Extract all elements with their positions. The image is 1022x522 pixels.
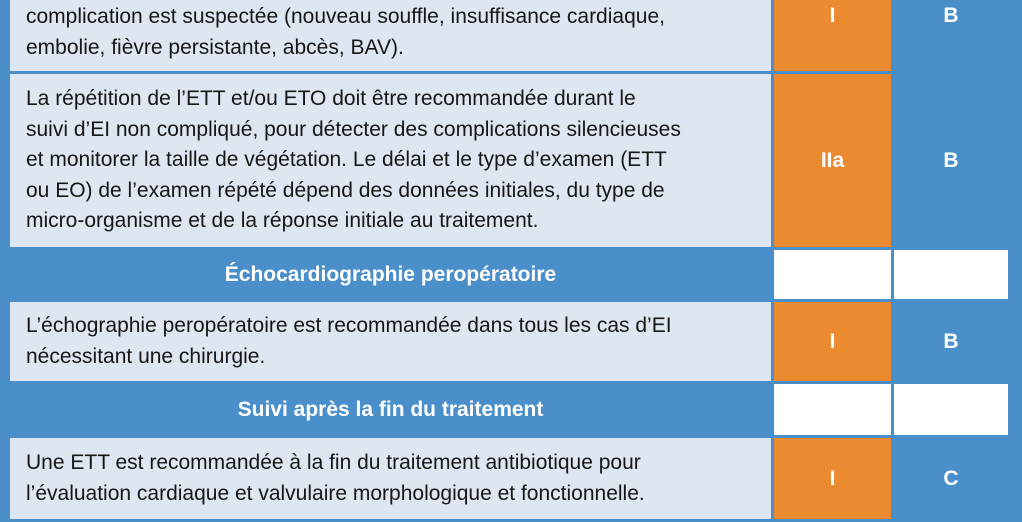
text-line: suivi d’EI non compliqué, pour détecter des complications silencieuses [26,117,681,141]
recommendation-row [0,302,1022,384]
level-cell: B [891,74,1022,250]
text-line: L’échographie peropératoire est recommandée dans tous les cas d’EI [26,314,672,337]
empty-level-cell [891,250,1022,302]
recommendation-row [0,74,1022,250]
text-line: l’évaluation cardiaque et valvulaire morphologique et fonctionnelle. [26,481,645,505]
recommendation-text [0,302,771,384]
recommendation-text [0,0,771,74]
level-cell: C [891,438,1022,522]
class-cell: IIa [771,74,891,250]
level-cell: B [891,0,1022,74]
text-line: ou EO) de l’examen répété dépend des données initiales, du type de [26,178,665,202]
section-title: Suivi après la fin du traitement [0,384,771,438]
recommendation-row [0,0,1022,74]
text-line: Une ETT est recommandée à la fin du traitement antibiotique pour [26,451,641,474]
text-line: embolie, fièvre persistante, abcès, BAV). [26,35,404,59]
text-line: nécessitant une chirurgie. [26,344,266,368]
section-title: Échocardiographie peropératoire [0,250,771,302]
class-cell: I [771,438,891,522]
recommendation-row [0,438,1022,522]
text-line: La répétition de l’ETT et/ou ETO doit être recommandée durant le [26,87,636,111]
text-line: micro-organisme et de la réponse initiale au traitement. [26,209,539,233]
empty-class-cell [771,384,891,438]
level-cell: B [891,302,1022,384]
recommendation-text [0,438,771,522]
empty-level-cell [891,384,1022,438]
empty-class-cell [771,250,891,302]
class-cell: I [771,302,891,384]
recommendation-text [0,74,771,250]
text-line: et monitorer la taille de végétation. Le délai et le type d’examen (ETT [26,148,667,172]
text-line: complication est suspectée (nouveau souffle, insuffisance cardiaque, [26,5,665,28]
section-row [0,250,1022,302]
section-row [0,384,1022,438]
class-cell: I [771,0,891,74]
